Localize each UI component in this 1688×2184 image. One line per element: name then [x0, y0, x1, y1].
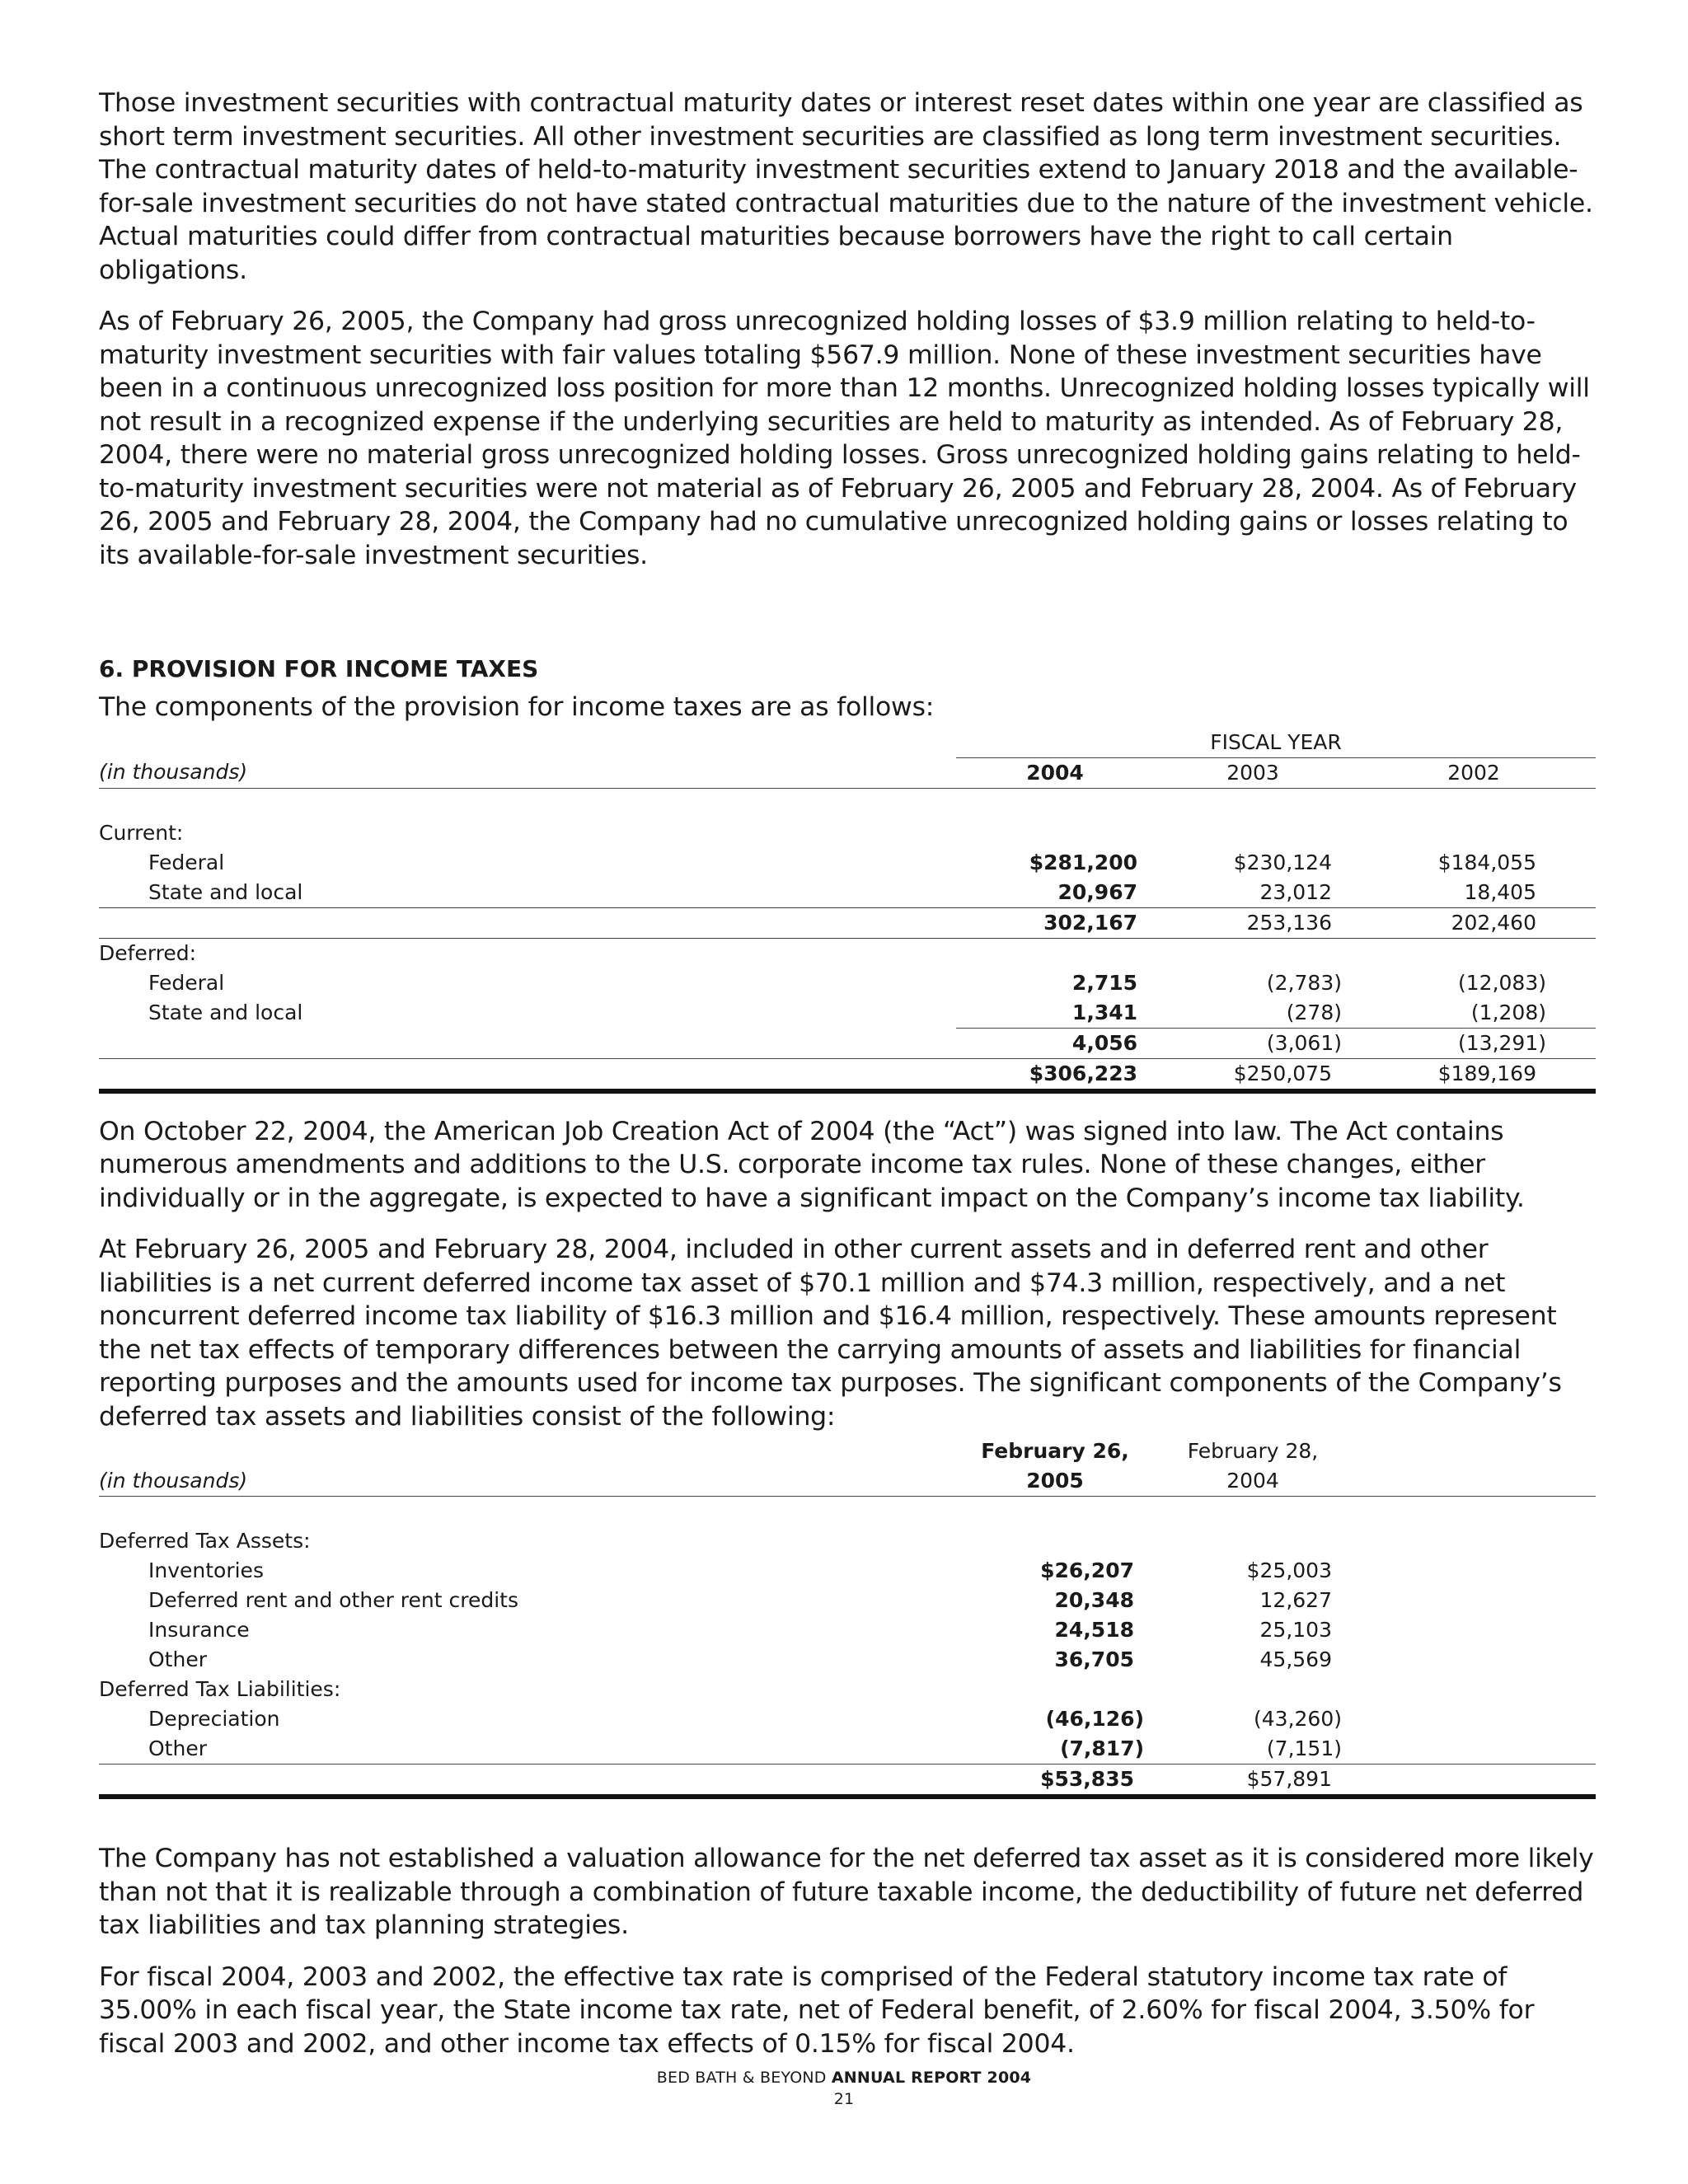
table-row	[99, 1675, 1596, 1704]
row-group-label: Current:	[99, 820, 184, 845]
table-row	[99, 1704, 1596, 1734]
row-label: Inventories	[148, 1558, 264, 1582]
cell-value: $26,207	[1040, 1558, 1134, 1582]
column-header-2002: 2002	[1352, 757, 1596, 788]
cell-value: 253,136	[1154, 907, 1352, 938]
cell-value: $250,075	[1154, 1058, 1352, 1091]
paragraph-valuation-allowance: The Company has not established a valuation allowance for the net deferred tax asset as it is considered more likely than not that it is realizable through a combination of future taxable income, the deductibility of future net deferred tax liabilities and tax planning strategies.	[99, 1844, 1594, 1940]
table-row	[99, 1586, 1596, 1615]
column-header-2004: 2004	[1154, 1466, 1352, 1497]
section-heading: 6. PROVISION FOR INCOME TAXES	[99, 655, 539, 682]
cell-value: 202,460	[1352, 907, 1596, 938]
row-label: Federal	[148, 850, 225, 874]
table-row	[99, 818, 1596, 848]
cell-value: $306,223	[956, 1058, 1154, 1091]
cell-value: $25,003	[1246, 1558, 1332, 1582]
document-page	[99, 87, 1596, 2079]
column-header-feb-28: February 28,	[1187, 1439, 1319, 1463]
column-header-feb-26: February 26,	[981, 1439, 1129, 1463]
row-label: Federal	[148, 970, 225, 995]
table-row	[99, 1526, 1596, 1556]
footer-title	[0, 2067, 1688, 2088]
cell-value: (278)	[1286, 1000, 1342, 1024]
paragraph-jobs-act: On October 22, 2004, the American Job Creation Act of 2004 (the “Act”) was signed into law. The Act contains numerous amendments and additions to the U.S. corporate income tax rules. None of these changes, either individually or in the aggregate, is expected to have a significant impact on the Company’s income tax liability.	[99, 1116, 1525, 1213]
paragraph-deferred-tax: At February 26, 2005 and February 28, 2004, included in other current assets and in deferred rent and other liabilities is a net current deferred income tax asset of $70.1 million and $74.3 million, respectively, and a net noncurrent deferred income tax liability of $16.3 million and $16.4 million, respectively. These amounts represent the net tax effects of temporary differences between the carrying amounts of assets and liabilities for financial reporting purposes and the amounts used for income tax purposes. The significant components of the Company’s deferred tax assets and liabilities consist of the following:	[99, 1235, 1562, 1432]
cell-value: $184,055	[1437, 850, 1536, 874]
cell-value: $230,124	[1233, 850, 1332, 874]
cell-value: 12,627	[1259, 1588, 1332, 1612]
units-label: (in thousands)	[99, 1466, 956, 1497]
fiscal-year-label: FISCAL YEAR	[956, 728, 1596, 758]
row-label: State and local	[148, 879, 303, 904]
paragraph-unrecognized-losses: As of February 26, 2005, the Company had gross unrecognized holding losses of $3.9 million relating to held-to-maturity investment securities with fair values totaling $567.9 million. None of these investment securities have been in a continuous unrecognized loss position for more than 12 months. Unrecognized holding losses typically will not result in a recognized expense if the underlying securities are held to maturity as intended. As of February 28, 2004, there were no material gross unrecognized holding losses. Gross unrecognized holding gains relating to held-to-maturity investment securities were not material as of February 26, 2005 and February 28, 2004. As of February 26, 2005 and February 28, 2004, the Company had no cumulative unrecognized holding gains or losses relating to its available-for-sale investment securities.	[99, 307, 1590, 570]
row-group-label: Deferred:	[99, 938, 956, 968]
cell-value: $53,835	[956, 1765, 1154, 1797]
paragraph-maturity: Those investment securities with contractual maturity dates or interest reset dates within one year are classified as short term investment securities. All other investment securities are classified as long term investment securities. The contractual maturity dates of held-to-maturity investment securities extend to January 2018 and the available-for-sale investment securities do not have stated contractual maturities due to the nature of the investment vehicle. Actual maturities could differ from contractual maturities because borrowers have the right to call certain obligations.	[99, 88, 1593, 285]
cell-value: $57,891	[1154, 1765, 1352, 1797]
subtotal-row	[99, 907, 1596, 938]
cell-value: 302,167	[956, 907, 1154, 938]
column-header-2003: 2003	[1154, 757, 1352, 788]
column-header-2004: 2004	[956, 757, 1154, 788]
table-header-row	[99, 757, 1596, 788]
table-header-row	[99, 1466, 1596, 1497]
cell-value: 20,348	[1054, 1588, 1134, 1612]
cell-value: 18,405	[1464, 879, 1536, 904]
cell-value: (43,260)	[1254, 1707, 1342, 1731]
cell-value: (46,126)	[1045, 1707, 1144, 1731]
table-row	[99, 968, 1596, 998]
subtotal-row	[99, 1028, 1596, 1058]
cell-value: $281,200	[1029, 850, 1137, 874]
cell-value: (7,151)	[1266, 1736, 1342, 1760]
row-label: Deferred rent and other rent credits	[148, 1588, 519, 1612]
paragraph-effective-tax-rate: For fiscal 2004, 2003 and 2002, the effective tax rate is comprised of the Federal statutory income tax rate of 35.00% in each fiscal year, the State income tax rate, net of Federal benefit, of 2.60% for fiscal 2004, 3.50% for fiscal 2003 and 2002, and other income tax effects of 0.15% for fiscal 2004.	[99, 1961, 1535, 2059]
cell-value: 36,705	[1054, 1647, 1134, 1671]
cell-value: (3,061)	[1154, 1028, 1352, 1058]
total-row	[99, 1058, 1596, 1091]
row-label: Other	[148, 1647, 207, 1671]
cell-value: 1,341	[1071, 1000, 1137, 1024]
row-group-label: Deferred Tax Liabilities:	[99, 1677, 341, 1701]
section-intro: The components of the provision for income taxes are as follows:	[99, 692, 935, 722]
cell-value: (12,083)	[1458, 970, 1546, 995]
units-label: (in thousands)	[99, 757, 956, 788]
table-row	[99, 998, 1596, 1029]
cell-value: $189,169	[1352, 1058, 1596, 1091]
row-group-label: Deferred Tax Assets:	[99, 1529, 311, 1553]
cell-value: (7,817)	[1060, 1736, 1144, 1760]
cell-value: 23,012	[1259, 879, 1332, 904]
table-header-row	[99, 728, 1596, 758]
table-row	[99, 1734, 1596, 1765]
income-tax-provision-table	[99, 728, 1596, 1094]
footer-report: ANNUAL REPORT 2004	[831, 2069, 1032, 2087]
cell-value: 45,569	[1259, 1647, 1332, 1671]
table-row	[99, 1645, 1596, 1675]
page-footer	[0, 2067, 1688, 2110]
cell-value: 2,715	[1071, 970, 1137, 995]
cell-value: (2,783)	[1266, 970, 1342, 995]
table-header-row	[99, 1436, 1596, 1466]
cell-value: 4,056	[956, 1028, 1154, 1058]
cell-value: 20,967	[1057, 879, 1137, 904]
table-row	[99, 878, 1596, 908]
table-row	[99, 848, 1596, 878]
deferred-tax-components-table	[99, 1436, 1596, 1799]
footer-company: BED BATH & BEYOND	[656, 2069, 827, 2087]
row-label: Depreciation	[148, 1707, 280, 1731]
table-row	[99, 938, 1596, 968]
row-label: Other	[148, 1736, 207, 1760]
cell-value: (13,291)	[1352, 1028, 1596, 1058]
cell-value: (1,208)	[1470, 1000, 1546, 1024]
page-number: 21	[833, 2090, 855, 2108]
table-row	[99, 1556, 1596, 1586]
total-row	[99, 1765, 1596, 1797]
row-label: State and local	[148, 1000, 303, 1024]
column-header-2005: 2005	[956, 1466, 1154, 1497]
row-label: Insurance	[148, 1618, 250, 1642]
table-row	[99, 1615, 1596, 1645]
cell-value: 25,103	[1259, 1618, 1332, 1642]
cell-value: 24,518	[1054, 1618, 1134, 1642]
